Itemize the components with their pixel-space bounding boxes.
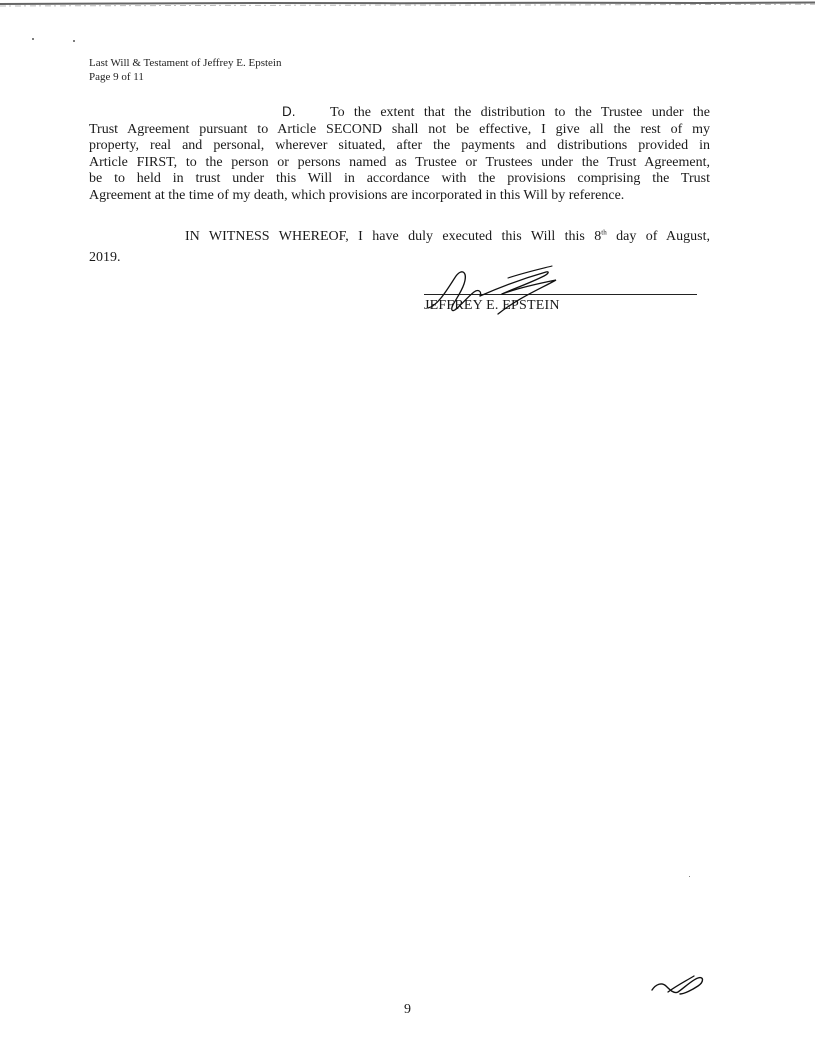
scan-speck xyxy=(73,40,75,42)
handwritten-initials xyxy=(648,972,708,1000)
scan-speck xyxy=(689,876,690,877)
paragraph-line-text: To the extent that the distribution to the Trustee under the xyxy=(330,105,710,120)
witness-text-after: day of August, xyxy=(606,229,711,244)
witness-line xyxy=(89,229,710,246)
handwritten-signature xyxy=(418,258,588,320)
paragraph-line: Trust Agreement pursuant to Article SECOND shall not be effective, I give all the rest of my xyxy=(89,121,710,137)
paragraph-line: be to held in trust under this Will in accordance with the provisions comprising the Trust xyxy=(89,171,710,187)
paragraph-line: Agreement at the time of my death, which provisions are incorporated in this Will by reference. xyxy=(89,187,625,203)
scan-speck xyxy=(32,38,34,40)
paragraph-line xyxy=(89,104,710,122)
witness-clause xyxy=(89,229,710,266)
scan-edge-artifact xyxy=(0,0,815,12)
signatory-name: JEFFREY E. EPSTEIN xyxy=(424,298,560,313)
witness-year: 2019. xyxy=(89,249,121,265)
paragraph-line: Article FIRST, to the person or persons named as Trustee or Trustees under the Trust Agreement, xyxy=(89,154,710,170)
document-header xyxy=(89,56,281,84)
page-number: 9 xyxy=(404,1002,411,1017)
document-title: Last Will & Testament of Jeffrey E. Epstein xyxy=(89,57,282,69)
paragraph-label: D. xyxy=(282,104,296,119)
witness-ordinal: th xyxy=(601,228,607,237)
paragraph-d xyxy=(89,104,710,205)
page-indicator: Page 9 of 11 xyxy=(89,71,144,83)
witness-text-before: IN WITNESS WHEREOF, I have duly executed this Will this 8 xyxy=(185,229,602,244)
paragraph-line: property, real and personal, wherever situated, after the payments and distributions provided in xyxy=(89,138,710,154)
